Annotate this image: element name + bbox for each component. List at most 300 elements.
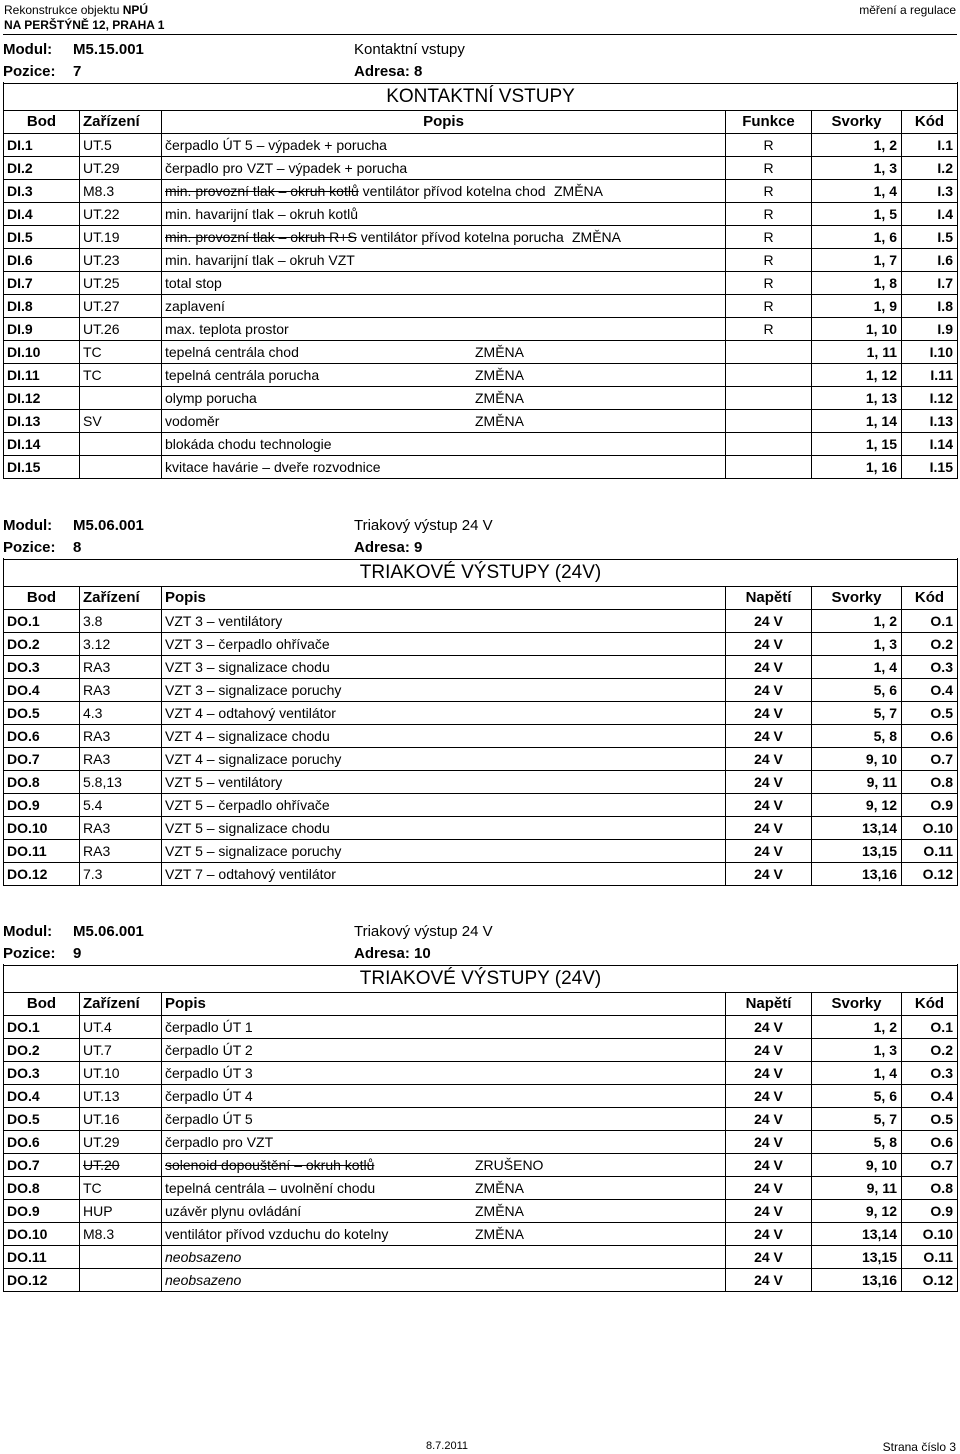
col-svorky-header: Svorky	[812, 587, 902, 610]
cell-popis-text: tepelná centrála chod	[165, 344, 299, 360]
cell-zarizeni	[80, 226, 162, 249]
cell-kod: O.6	[902, 725, 958, 748]
table-row	[4, 633, 958, 656]
cell-popis	[162, 387, 726, 410]
cell-funkce: 24 V	[726, 656, 812, 679]
cell-bod: DO.4	[4, 679, 80, 702]
cell-zarizeni-text: TC	[83, 367, 102, 383]
cell-popis	[162, 863, 726, 886]
cell-popis	[162, 456, 726, 479]
table-row	[4, 157, 958, 180]
col-popis-header: Popis	[162, 111, 726, 134]
cell-funkce: 24 V	[726, 1223, 812, 1246]
cell-bod: DO.7	[4, 748, 80, 771]
cell-bod: DI.13	[4, 410, 80, 433]
cell-popis-text: VZT 3 – čerpadlo ohřívače	[165, 636, 330, 652]
pozice-value: 8	[73, 539, 82, 556]
col-funkce-header: Napětí	[726, 587, 812, 610]
cell-popis-text: čerpadlo ÚT 4	[165, 1088, 253, 1104]
cell-popis	[162, 295, 726, 318]
cell-svorky: 13,16	[812, 863, 902, 886]
cell-zarizeni-text: 3.8	[83, 613, 103, 629]
cell-popis-text: VZT 5 – čerpadlo ohřívače	[165, 797, 330, 813]
cell-zarizeni	[80, 817, 162, 840]
cell-kod: O.4	[902, 679, 958, 702]
modul-label: Modul:	[3, 41, 53, 58]
cell-popis	[162, 702, 726, 725]
cell-zarizeni	[80, 1039, 162, 1062]
cell-kod: O.7	[902, 1154, 958, 1177]
section-kontaktni-vstupy	[3, 36, 958, 479]
cell-zarizeni	[80, 1016, 162, 1039]
cell-kod: O.10	[902, 1223, 958, 1246]
cell-funkce	[726, 364, 812, 387]
cell-zarizeni-text: UT.26	[83, 321, 120, 337]
col-svorky-header: Svorky	[812, 993, 902, 1016]
cell-popis	[162, 180, 726, 203]
cell-zarizeni	[80, 1200, 162, 1223]
cell-zarizeni-text: SV	[83, 413, 102, 429]
cell-zarizeni-text: M8.3	[83, 183, 115, 199]
cell-zarizeni-text: RA3	[83, 751, 111, 767]
cell-popis	[162, 134, 726, 157]
cell-funkce: 24 V	[726, 1177, 812, 1200]
cell-zarizeni	[80, 610, 162, 633]
table-row	[4, 433, 958, 456]
col-popis-header: Popis	[162, 587, 726, 610]
cell-zarizeni-text: RA3	[83, 728, 111, 744]
cell-kod: I.9	[902, 318, 958, 341]
cell-popis-tag: ZMĚNA	[475, 1180, 524, 1196]
cell-zarizeni	[80, 203, 162, 226]
cell-popis	[162, 1154, 726, 1177]
col-bod-header: Bod	[4, 111, 80, 134]
cell-zarizeni-text: 5.4	[83, 797, 103, 813]
cell-funkce: R	[726, 134, 812, 157]
cell-zarizeni	[80, 863, 162, 886]
document-header-right: měření a regulace	[859, 3, 956, 17]
cell-popis-text: VZT 4 – signalizace poruchy	[165, 751, 342, 767]
cell-popis	[162, 840, 726, 863]
table-row	[4, 1177, 958, 1200]
cell-popis-text: čerpadlo ÚT 2	[165, 1042, 253, 1058]
cell-zarizeni	[80, 295, 162, 318]
cell-zarizeni	[80, 249, 162, 272]
cell-zarizeni-text: RA3	[83, 682, 111, 698]
table-row	[4, 863, 958, 886]
col-funkce-header: Funkce	[726, 111, 812, 134]
cell-popis	[162, 1039, 726, 1062]
cell-funkce: 24 V	[726, 1062, 812, 1085]
cell-funkce: R	[726, 249, 812, 272]
table-header-row	[4, 587, 958, 610]
cell-funkce: 24 V	[726, 610, 812, 633]
cell-zarizeni-text: UT.25	[83, 275, 120, 291]
cell-zarizeni-text: UT.7	[83, 1042, 112, 1058]
header-divider	[3, 34, 957, 35]
cell-kod: I.5	[902, 226, 958, 249]
cell-zarizeni-text: UT.23	[83, 252, 120, 268]
cell-zarizeni-text: UT.10	[83, 1065, 120, 1081]
footer-date: 8.7.2011	[426, 1440, 469, 1452]
cell-popis	[162, 1200, 726, 1223]
cell-bod: DO.4	[4, 1085, 80, 1108]
cell-bod: DO.5	[4, 702, 80, 725]
cell-funkce: 24 V	[726, 1269, 812, 1292]
cell-funkce: 24 V	[726, 863, 812, 886]
table-header-row	[4, 111, 958, 134]
cell-svorky: 1, 9	[812, 295, 902, 318]
cell-popis-text: blokáda chodu technologie	[165, 436, 332, 452]
cell-zarizeni-text: RA3	[83, 820, 111, 836]
cell-bod: DO.1	[4, 1016, 80, 1039]
cell-svorky: 5, 7	[812, 702, 902, 725]
pozice-label: Pozice:	[3, 945, 56, 962]
footer-page-number: Strana číslo 3	[882, 1440, 956, 1454]
cell-popis-text: VZT 5 – ventilátory	[165, 774, 283, 790]
io-table	[3, 110, 958, 479]
cell-funkce: 24 V	[726, 1039, 812, 1062]
col-popis-header: Popis	[162, 993, 726, 1016]
module-divider	[3, 559, 958, 560]
cell-popis-text: čerpadlo ÚT 5 – výpadek + porucha	[165, 137, 387, 153]
cell-popis-text: VZT 5 – signalizace poruchy	[165, 843, 342, 859]
table-row	[4, 249, 958, 272]
table-row	[4, 1131, 958, 1154]
cell-popis-text: tepelná centrála porucha	[165, 367, 320, 383]
cell-svorky: 13,16	[812, 1269, 902, 1292]
cell-bod: DO.2	[4, 633, 80, 656]
cell-svorky: 5, 6	[812, 1085, 902, 1108]
cell-kod: I.2	[902, 157, 958, 180]
cell-bod: DI.4	[4, 203, 80, 226]
cell-popis-text: VZT 4 – signalizace chodu	[165, 728, 330, 744]
cell-zarizeni	[80, 794, 162, 817]
cell-funkce: R	[726, 157, 812, 180]
cell-popis-text: VZT 5 – signalizace chodu	[165, 820, 330, 836]
cell-funkce: 24 V	[726, 1131, 812, 1154]
cell-zarizeni	[80, 433, 162, 456]
cell-kod: O.10	[902, 817, 958, 840]
cell-popis	[162, 1108, 726, 1131]
cell-popis-tag: ZMĚNA	[554, 183, 603, 199]
cell-svorky: 1, 14	[812, 410, 902, 433]
cell-kod: O.8	[902, 771, 958, 794]
col-kod-header: Kód	[902, 111, 958, 134]
col-funkce-header: Napětí	[726, 993, 812, 1016]
table-row	[4, 656, 958, 679]
cell-zarizeni-text: TC	[83, 1180, 102, 1196]
cell-kod: O.5	[902, 1108, 958, 1131]
cell-svorky: 5, 7	[812, 1108, 902, 1131]
table-row	[4, 295, 958, 318]
cell-popis	[162, 1062, 726, 1085]
table-row	[4, 318, 958, 341]
table-row	[4, 134, 958, 157]
cell-kod: I.15	[902, 456, 958, 479]
cell-bod: DO.2	[4, 1039, 80, 1062]
cell-popis	[162, 157, 726, 180]
cell-svorky: 9, 10	[812, 748, 902, 771]
cell-kod: I.12	[902, 387, 958, 410]
cell-kod: I.1	[902, 134, 958, 157]
cell-popis-tag: ZMĚNA	[475, 390, 524, 406]
cell-popis	[162, 1246, 726, 1269]
cell-popis	[162, 203, 726, 226]
section-triakove-vystupy-pozice-9	[3, 918, 958, 1292]
cell-popis	[162, 1269, 726, 1292]
cell-zarizeni-text: RA3	[83, 659, 111, 675]
cell-popis-text: total stop	[165, 275, 222, 291]
col-zarizeni-header: Zařízení	[80, 993, 162, 1016]
cell-bod: DI.2	[4, 157, 80, 180]
cell-popis	[162, 1177, 726, 1200]
cell-svorky: 13,14	[812, 1223, 902, 1246]
cell-svorky: 1, 4	[812, 180, 902, 203]
cell-zarizeni-text: UT.13	[83, 1088, 120, 1104]
cell-bod: DO.3	[4, 656, 80, 679]
cell-svorky: 1, 16	[812, 456, 902, 479]
cell-svorky: 5, 6	[812, 679, 902, 702]
cell-kod: O.2	[902, 1039, 958, 1062]
cell-zarizeni-text: 4.3	[83, 705, 103, 721]
cell-zarizeni	[80, 1223, 162, 1246]
cell-kod: I.14	[902, 433, 958, 456]
cell-bod: DI.6	[4, 249, 80, 272]
cell-funkce: R	[726, 226, 812, 249]
cell-popis	[162, 794, 726, 817]
cell-zarizeni	[80, 1246, 162, 1269]
cell-funkce: R	[726, 203, 812, 226]
cell-zarizeni	[80, 364, 162, 387]
cell-popis-text: VZT 4 – odtahový ventilátor	[165, 705, 336, 721]
cell-svorky: 1, 8	[812, 272, 902, 295]
cell-kod: O.1	[902, 1016, 958, 1039]
cell-funkce: 24 V	[726, 633, 812, 656]
cell-funkce: 24 V	[726, 748, 812, 771]
cell-bod: DO.8	[4, 1177, 80, 1200]
cell-kod: I.3	[902, 180, 958, 203]
cell-zarizeni	[80, 1177, 162, 1200]
cell-zarizeni-text: UT.19	[83, 229, 120, 245]
cell-svorky: 1, 11	[812, 341, 902, 364]
cell-popis	[162, 1085, 726, 1108]
cell-popis-text: VZT 3 – ventilátory	[165, 613, 283, 629]
cell-bod: DI.9	[4, 318, 80, 341]
cell-popis	[162, 610, 726, 633]
cell-bod: DO.12	[4, 863, 80, 886]
cell-kod: O.1	[902, 610, 958, 633]
modul-value: M5.06.001	[73, 517, 144, 534]
cell-funkce: 24 V	[726, 840, 812, 863]
cell-zarizeni-text: M8.3	[83, 1226, 115, 1242]
cell-funkce: R	[726, 272, 812, 295]
cell-zarizeni-text: TC	[83, 344, 102, 360]
cell-kod: I.4	[902, 203, 958, 226]
cell-bod: DO.6	[4, 725, 80, 748]
cell-bod: DO.9	[4, 794, 80, 817]
cell-popis-text: ventilátor přívod kotelna chod	[362, 183, 546, 199]
cell-bod: DI.1	[4, 134, 80, 157]
cell-svorky: 1, 3	[812, 1039, 902, 1062]
project-address: NA PERŠTÝNĚ 12, PRAHA 1	[4, 18, 165, 32]
cell-popis	[162, 249, 726, 272]
table-row	[4, 771, 958, 794]
cell-popis-text: olymp porucha	[165, 390, 257, 406]
cell-kod: O.9	[902, 1200, 958, 1223]
cell-popis-text: čerpadlo pro VZT	[165, 1134, 274, 1150]
cell-funkce: R	[726, 318, 812, 341]
cell-kod: I.7	[902, 272, 958, 295]
cell-popis-tag: ZMĚNA	[475, 344, 524, 360]
cell-bod: DO.11	[4, 840, 80, 863]
table-row	[4, 1085, 958, 1108]
cell-svorky: 1, 2	[812, 134, 902, 157]
cell-popis-struck: min. provozní tlak – okruh kotlů	[165, 183, 359, 199]
cell-zarizeni-text: UT.27	[83, 298, 120, 314]
table-row	[4, 679, 958, 702]
col-kod-header: Kód	[902, 587, 958, 610]
cell-bod: DI.12	[4, 387, 80, 410]
cell-kod: I.6	[902, 249, 958, 272]
cell-kod: O.5	[902, 702, 958, 725]
cell-funkce: 24 V	[726, 1016, 812, 1039]
cell-kod: O.11	[902, 840, 958, 863]
cell-zarizeni	[80, 702, 162, 725]
module-info	[3, 918, 958, 964]
cell-bod: DO.6	[4, 1131, 80, 1154]
cell-popis	[162, 318, 726, 341]
cell-popis	[162, 433, 726, 456]
cell-kod: O.6	[902, 1131, 958, 1154]
cell-popis-text: čerpadlo ÚT 3	[165, 1065, 253, 1081]
cell-funkce: R	[726, 295, 812, 318]
adresa-value: Adresa: 10	[354, 945, 431, 962]
cell-zarizeni	[80, 134, 162, 157]
cell-popis-text: neobsazeno	[165, 1272, 242, 1288]
modul-value: M5.15.001	[73, 41, 144, 58]
cell-popis	[162, 725, 726, 748]
col-kod-header: Kód	[902, 993, 958, 1016]
table-title: TRIAKOVÉ VÝSTUPY (24V)	[3, 558, 958, 586]
table-row	[4, 272, 958, 295]
cell-popis	[162, 679, 726, 702]
project-name: Rekonstrukce objektu	[4, 3, 123, 17]
cell-zarizeni-text: UT.16	[83, 1111, 120, 1127]
table-row	[4, 840, 958, 863]
adresa-value: Adresa: 9	[354, 539, 423, 556]
cell-zarizeni	[80, 272, 162, 295]
cell-popis-tag: ZRUŠENO	[475, 1157, 544, 1173]
cell-bod: DI.10	[4, 341, 80, 364]
cell-zarizeni	[80, 1154, 162, 1177]
cell-kod: O.9	[902, 794, 958, 817]
table-row	[4, 203, 958, 226]
cell-svorky: 1, 5	[812, 203, 902, 226]
cell-popis-text: min. havarijní tlak – okruh VZT	[165, 252, 355, 268]
cell-popis-tag: ZMĚNA	[572, 229, 621, 245]
table-row	[4, 341, 958, 364]
cell-popis-text: zaplavení	[165, 298, 225, 314]
cell-popis-tag: ZMĚNA	[475, 1203, 524, 1219]
table-row	[4, 1200, 958, 1223]
cell-zarizeni	[80, 1085, 162, 1108]
cell-svorky: 1, 12	[812, 364, 902, 387]
cell-funkce: 24 V	[726, 817, 812, 840]
cell-funkce: 24 V	[726, 725, 812, 748]
cell-popis-text: čerpadlo ÚT 5	[165, 1111, 253, 1127]
cell-svorky: 1, 15	[812, 433, 902, 456]
table-row	[4, 456, 958, 479]
cell-bod: DI.15	[4, 456, 80, 479]
cell-zarizeni	[80, 1131, 162, 1154]
table-row	[4, 226, 958, 249]
table-row	[4, 748, 958, 771]
cell-svorky: 9, 11	[812, 1177, 902, 1200]
col-svorky-header: Svorky	[812, 111, 902, 134]
cell-bod: DO.3	[4, 1062, 80, 1085]
cell-popis	[162, 748, 726, 771]
cell-kod: O.4	[902, 1085, 958, 1108]
col-zarizeni-header: Zařízení	[80, 587, 162, 610]
cell-funkce: 24 V	[726, 1200, 812, 1223]
cell-kod: I.11	[902, 364, 958, 387]
cell-svorky: 1, 3	[812, 633, 902, 656]
cell-bod: DI.11	[4, 364, 80, 387]
table-row	[4, 1108, 958, 1131]
cell-funkce: 24 V	[726, 702, 812, 725]
cell-popis	[162, 1131, 726, 1154]
section-triakove-vystupy-pozice-8	[3, 512, 958, 886]
col-zarizeni-header: Zařízení	[80, 111, 162, 134]
cell-popis	[162, 272, 726, 295]
table-row	[4, 817, 958, 840]
table-row	[4, 1246, 958, 1269]
cell-popis	[162, 1223, 726, 1246]
modul-label: Modul:	[3, 517, 53, 534]
cell-funkce: 24 V	[726, 794, 812, 817]
module-description: Kontaktní vstupy	[354, 41, 465, 58]
cell-popis	[162, 341, 726, 364]
cell-zarizeni	[80, 410, 162, 433]
cell-kod: O.7	[902, 748, 958, 771]
cell-kod: O.12	[902, 863, 958, 886]
cell-zarizeni-text: UT.29	[83, 160, 120, 176]
cell-popis-text: ventilátor přívod kotelna porucha	[360, 229, 564, 245]
table-row	[4, 1039, 958, 1062]
modul-label: Modul:	[3, 923, 53, 940]
cell-zarizeni	[80, 633, 162, 656]
cell-popis-text: vodoměr	[165, 413, 220, 429]
io-table	[3, 586, 958, 886]
cell-zarizeni-text: RA3	[83, 843, 111, 859]
cell-svorky: 1, 4	[812, 1062, 902, 1085]
cell-popis	[162, 633, 726, 656]
cell-popis-text: ventilátor přívod vzduchu do kotelny	[165, 1226, 389, 1242]
table-row	[4, 1269, 958, 1292]
module-description: Triakový výstup 24 V	[354, 517, 493, 534]
cell-zarizeni	[80, 157, 162, 180]
cell-bod: DO.5	[4, 1108, 80, 1131]
cell-svorky: 1, 6	[812, 226, 902, 249]
cell-kod: O.2	[902, 633, 958, 656]
cell-bod: DI.7	[4, 272, 80, 295]
cell-svorky: 13,14	[812, 817, 902, 840]
cell-svorky: 9, 11	[812, 771, 902, 794]
table-row	[4, 410, 958, 433]
table-row	[4, 610, 958, 633]
cell-popis	[162, 817, 726, 840]
